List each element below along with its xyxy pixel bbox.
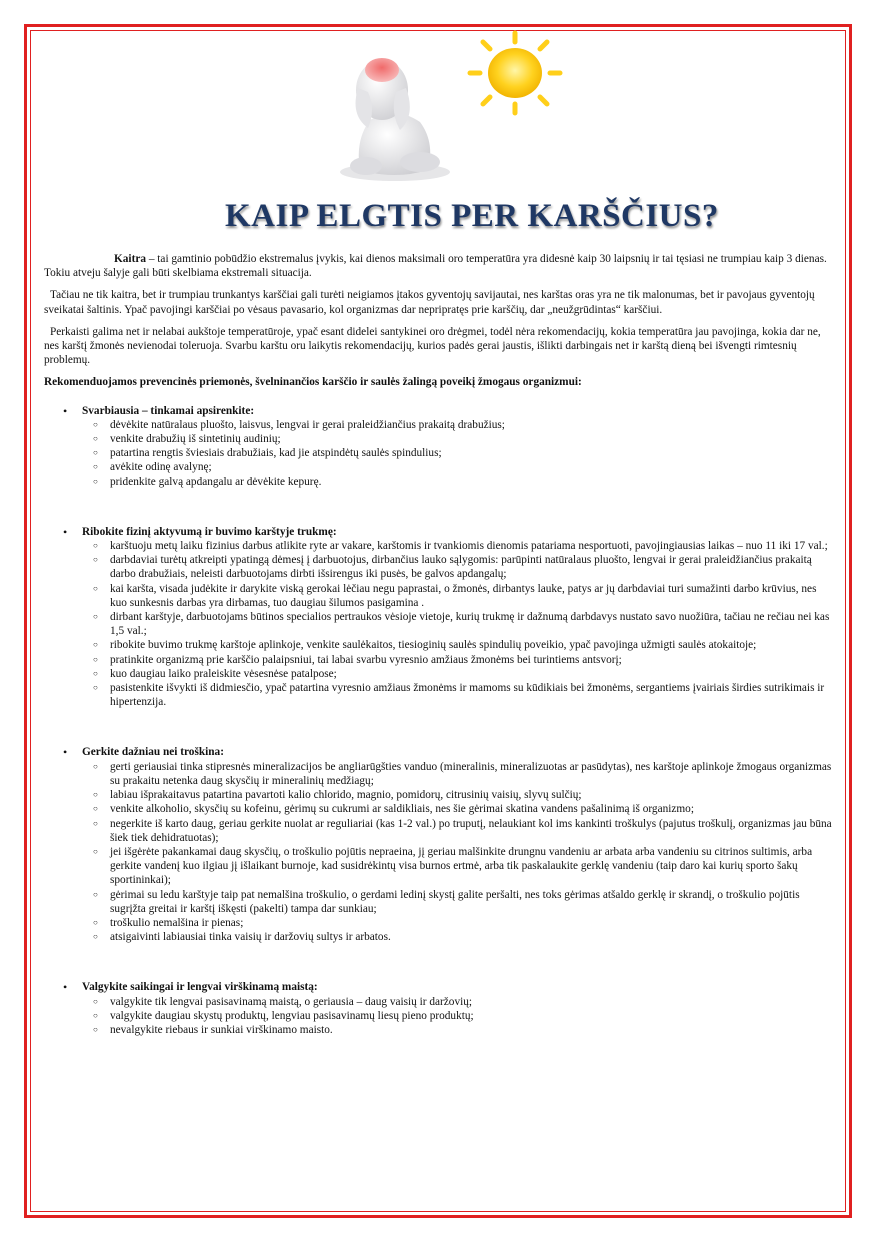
section-title: • Ribokite fizinį aktyvumą ir buvimo karštyje trukmę: (82, 525, 337, 538)
person-figure (350, 58, 440, 175)
recommendations-list (44, 404, 834, 1038)
list-item: ○ venkite drabužių iš sintetinių audinių; (82, 432, 834, 446)
list-item: ○ nevalgykite riebaus ir sunkiai virškinamo maisto. (82, 1023, 834, 1037)
section-activity (44, 525, 834, 710)
section-title: • Svarbiausia – tinkamai apsirenkite: (82, 404, 255, 417)
list-item: ○ ribokite buvimo trukmę karštoje aplinkoje, venkite saulėkaitos, tiesioginių saulės spindulių poveikio, ypač pavojinga užmigti saulės atokaitoje; (82, 638, 834, 652)
list-item: ○ darbdaviai turėtų atkreipti ypatingą dėmesį į darbuotojus, dirbančius lauko sąlygomis: parūpinti natūralaus pluošto, lengvai ir gerai praleidžiančius prakaitą darbo drabužiais, neleisti darbuotojams dirbti išsirengus iki pusės, be galvos apdangalų; (82, 553, 834, 581)
sub-list (82, 418, 834, 489)
list-item: ○ negerkite iš karto daug, geriau gerkite nuolat ar reguliariai (kas 1-2 val.) po truputį, nelaukiant kol ims kankinti troškulys (pajutus troškulį, organizmas jau būna šiek tiek dehidratuotas); (82, 817, 834, 845)
list-item: ○ jei išgėrėte pakankamai daug skysčių, o troškulio pojūtis nepraeina, jį geriau malšinkite drungnu vandeniu ar arbata arba vandeniu su citrinos sultimis, arba gerkite vandenį kuo ilgiau jį išlaikant burnoje, kad susidrėkintų visa burnos ertmė, arba tik paskalaukite gerklę vandeniu (taip daro kai kurių sporto šakų sportininkai); (82, 845, 834, 888)
kaitra-term: Kaitra (114, 253, 146, 265)
intro-paragraph-1-text: – tai gamtinio pobūdžio ekstremalus įvykis, kai dienos maksimali oro temperatūra yra didesnė kaip 30 laipsnių ir tai tęsiasi ne trumpiau kaip 3 dienas. Tokiu atveju šalyje gali būti skelbiama ekstremali situacija. (44, 253, 827, 280)
section-eating (44, 980, 834, 1037)
page-title: KAIP ELGTIS PER KARŠČIUS? (225, 198, 719, 234)
list-item: ○ pasistenkite išvykti iš didmiesčio, ypač patartina vyresnio amžiaus žmonėms ir mamoms su kūdikiais bei žmonėms, sergantiems įvairiais širdies sutrikimais ir hipertenzija. (82, 681, 834, 709)
main-content (44, 252, 834, 1073)
heat-illustration (300, 30, 570, 190)
list-item: ○ labiau išprakaitavus patartina pavartoti kalio chlorido, magnio, pomidorų, citrusinių vaisių, slyvų sulčių; (82, 788, 834, 802)
list-item: ○ kuo daugiau laiko praleiskite vėsesnėse patalpose; (82, 667, 834, 681)
list-item: ○ pratinkite organizmą prie karščio palaipsniui, tai labai svarbu vyresnio amžiaus žmonėms bei turintiems antsvorį; (82, 653, 834, 667)
list-item: ○ dėvėkite natūralaus pluošto, laisvus, lengvai ir gerai praleidžiančius prakaitą drabužius; (82, 418, 834, 432)
list-item: ○ patartina rengtis šviesiais drabužiais, kad jie atspindėtų saulės spindulius; (82, 446, 834, 460)
list-item: ○ venkite alkoholio, skysčių su kofeinu, gėrimų su cukrumi ar saldikliais, nes šie gėrimai skatina vandens pašalinimą iš organizmo; (82, 802, 834, 816)
sub-list (82, 995, 834, 1038)
list-item: ○ karštuoju metų laiku fizinius darbus atlikite ryte ar vakare, karštomis ir tvankiomis dienomis patariama nesportuoti, pavojingiausias laikas – nuo 11 iki 17 val.; (82, 539, 834, 553)
recommendations-heading: Rekomenduojamos prevencinės priemonės, švelninančios karščio ir saulės žalingą poveikį žmogaus organizmui: (44, 376, 582, 389)
list-item: ○ kai karšta, visada judėkite ir darykite viską gerokai lėčiau negu paprastai, o žmonės, dirbantys lauke, patys ar jų darbdaviai turi sumažinti darbo krūvius, nes kuo sunkesnis darbas yra dirbamas, tuo daugiau šilumos pasigamina . (82, 582, 834, 610)
list-item: ○ pridenkite galvą apdangalu ar dėvėkite kepurę. (82, 475, 834, 489)
section-drinking (44, 745, 834, 944)
intro-paragraph-3: Perkaisti galima net ir nelabai aukštoje temperatūroje, ypač esant didelei santykinei oro drėgmei, todėl nėra rekomendacijų, kokia temperatūra jau pavojinga, kokia dar ne, nes karštį žmonės nevienodai toleruoja. Svarbu karštu oru laikytis rekomendacijų, kurios padės gerai jaustis, išlikti darbingais net ir karštą dieną bei išvengti rimtesnių problemų. (44, 325, 821, 367)
section-clothing (44, 404, 834, 489)
list-item: ○ dirbant karštyje, darbuotojams būtinos specialios pertraukos vėsioje vietoje, kurių trukmę ir dažnumą darbdavys nustato savo nuožiūra, tačiau ne rečiau nei kas 1,5 val.; (82, 610, 834, 638)
list-item: ○ valgykite daugiau skystų produktų, lengviau pasisavinamų liesų pieno produktų; (82, 1009, 834, 1023)
list-item: ○ valgykite tik lengvai pasisavinamą maistą, o geriausia – daug vaisių ir daržovių; (82, 995, 834, 1009)
list-item: ○ atsigaivinti labiausiai tinka vaisių ir daržovių sultys ir arbatos. (82, 930, 834, 944)
list-item: ○ troškulio nemalšina ir pienas; (82, 916, 834, 930)
list-item: ○ avėkite odinę avalynę; (82, 460, 834, 474)
section-title: • Valgykite saikingai ir lengvai virškinamą maistą: (82, 981, 318, 994)
list-item: ○ gėrimai su ledu karštyje taip pat nemalšina troškulio, o gerdami ledinį skystį galite peršalti, nes toks gėrimas atšaldo gerklę ir skrandį, o troškulio pojūtis sugrįžta greitai ir karštį iškęsti (pakelti) tampa dar sunkiau; (82, 888, 834, 916)
section-title: • Gerkite dažniau nei troškina: (82, 746, 224, 759)
sub-list (82, 539, 834, 709)
intro-paragraph-1 (44, 252, 834, 280)
list-item: ○ gerti geriausiai tinka stipresnės mineralizacijos be angliarūgšties vanduo (mineralinis, mineralizuotas ar pasūdytas), nes karštoje aplinkoje žmogaus organizmas su prakaitu netenka daug skysčių ir mineralinių medžiagų; (82, 760, 834, 788)
sun-icon (470, 33, 560, 113)
sub-list (82, 760, 834, 945)
intro-paragraph-2: Tačiau ne tik kaitra, bet ir trumpiau trunkantys karščiai gali turėti neigiamos įtakos gyventojų savijautai, nes karštas oras yra ne tik malonumas, bet ir pavojaus gyventojų sveikatai šaltinis. Ypač pavojingi karščiai po vėsaus pavasario, kol organizmas dar nepripratęs prie karščių, dar „neužgrūdintas“ karščiui. (44, 289, 815, 316)
